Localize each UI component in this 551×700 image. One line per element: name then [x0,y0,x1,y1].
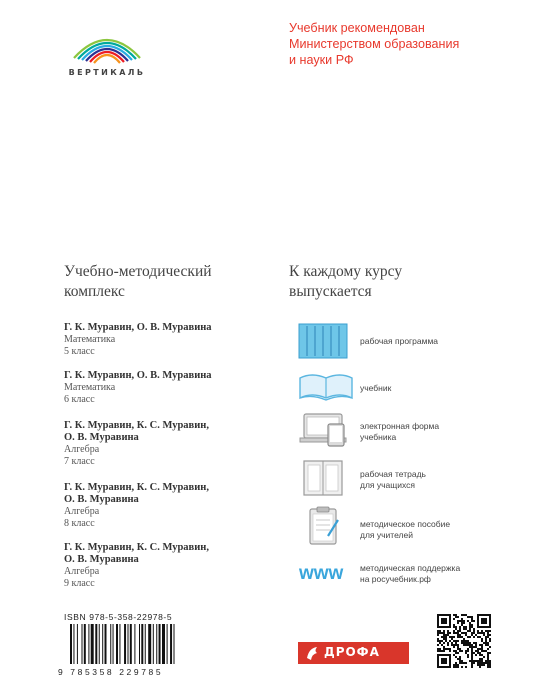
book-grade: 6 класс [64,393,95,405]
courses-title-line: К каждому курсу [289,263,403,280]
course-item-line: для учащихся [360,480,416,490]
book-subject: Математика [64,382,116,393]
course-item-line: учебника [360,432,397,442]
book-authors: Г. К. Муравин, К. С. Муравин, [64,482,209,493]
course-item-label [360,421,439,443]
logo-stripes-icon [70,18,144,64]
recommendation-line: и науки РФ [289,53,354,67]
book-grade: 9 класс [64,577,95,589]
course-item-line: для учителей [360,530,413,540]
book-entry [64,542,209,589]
clipboard-icon [298,506,348,546]
course-item-label [360,469,426,491]
course-item-label [360,519,450,541]
isbn-number: ISBN 978-5-358-22978-5 [64,612,173,622]
book-subject: Алгебра [64,566,100,577]
workbook-icon [298,460,348,496]
book-grade: 7 класс [64,455,95,467]
recommendation-line: Министерством образования [289,37,460,51]
publisher-badge [298,642,409,664]
umk-title [64,262,212,302]
www-icon-text: www [299,563,344,584]
book-authors: О. В. Муравина [64,494,139,505]
program-icon [298,323,348,359]
course-item-label: рабочая программа [360,336,439,346]
course-item-line: методическая поддержка [360,563,461,573]
logo-name: ВЕРТИКАЛЬ [68,68,146,77]
umk-title-line: комплекс [64,283,125,300]
www-icon [298,557,354,587]
book-authors: О. В. Муравина [64,554,139,565]
courses-title-line: выпускается [289,283,372,300]
courses-title [289,262,402,302]
book-entry [64,420,209,467]
book-authors: Г. К. Муравин, К. С. Муравин, [64,420,209,431]
course-item-label: учебник [360,383,392,393]
book-entry [64,370,212,405]
book-subject: Алгебра [64,506,100,517]
course-item-line: электронная форма [360,421,440,431]
devices-icon [298,412,348,448]
book-subject: Алгебра [64,444,100,455]
course-item-line: методическое пособие [360,519,451,529]
book-entry [64,482,209,529]
book-authors: О. В. Муравина [64,432,139,443]
bird-icon [305,644,321,662]
book-subject: Математика [64,334,116,345]
publisher-badge-text: ДРОФА [324,645,380,659]
publisher-logo [62,18,152,80]
book-authors: Г. К. Муравин, О. В. Муравина [64,322,212,333]
barcode-icon [64,624,214,668]
recommendation-note [289,20,459,68]
course-item-label [360,563,460,585]
book-entry [64,322,212,357]
book-authors: Г. К. Муравин, О. В. Муравина [64,370,212,381]
recommendation-line: Учебник рекомендован [289,21,425,35]
course-item-line: рабочая тетрадь [360,469,426,479]
umk-title-line: Учебно-методический [64,263,212,280]
book-authors: Г. К. Муравин, К. С. Муравин, [64,542,209,553]
qr-code-icon [437,614,491,668]
book-grade: 8 класс [64,517,95,529]
course-item-line: на росучебник.рф [360,574,431,584]
textbook-icon [298,368,354,402]
book-grade: 5 класс [64,345,95,357]
barcode-digits: 9 785358 229785 [58,667,164,677]
